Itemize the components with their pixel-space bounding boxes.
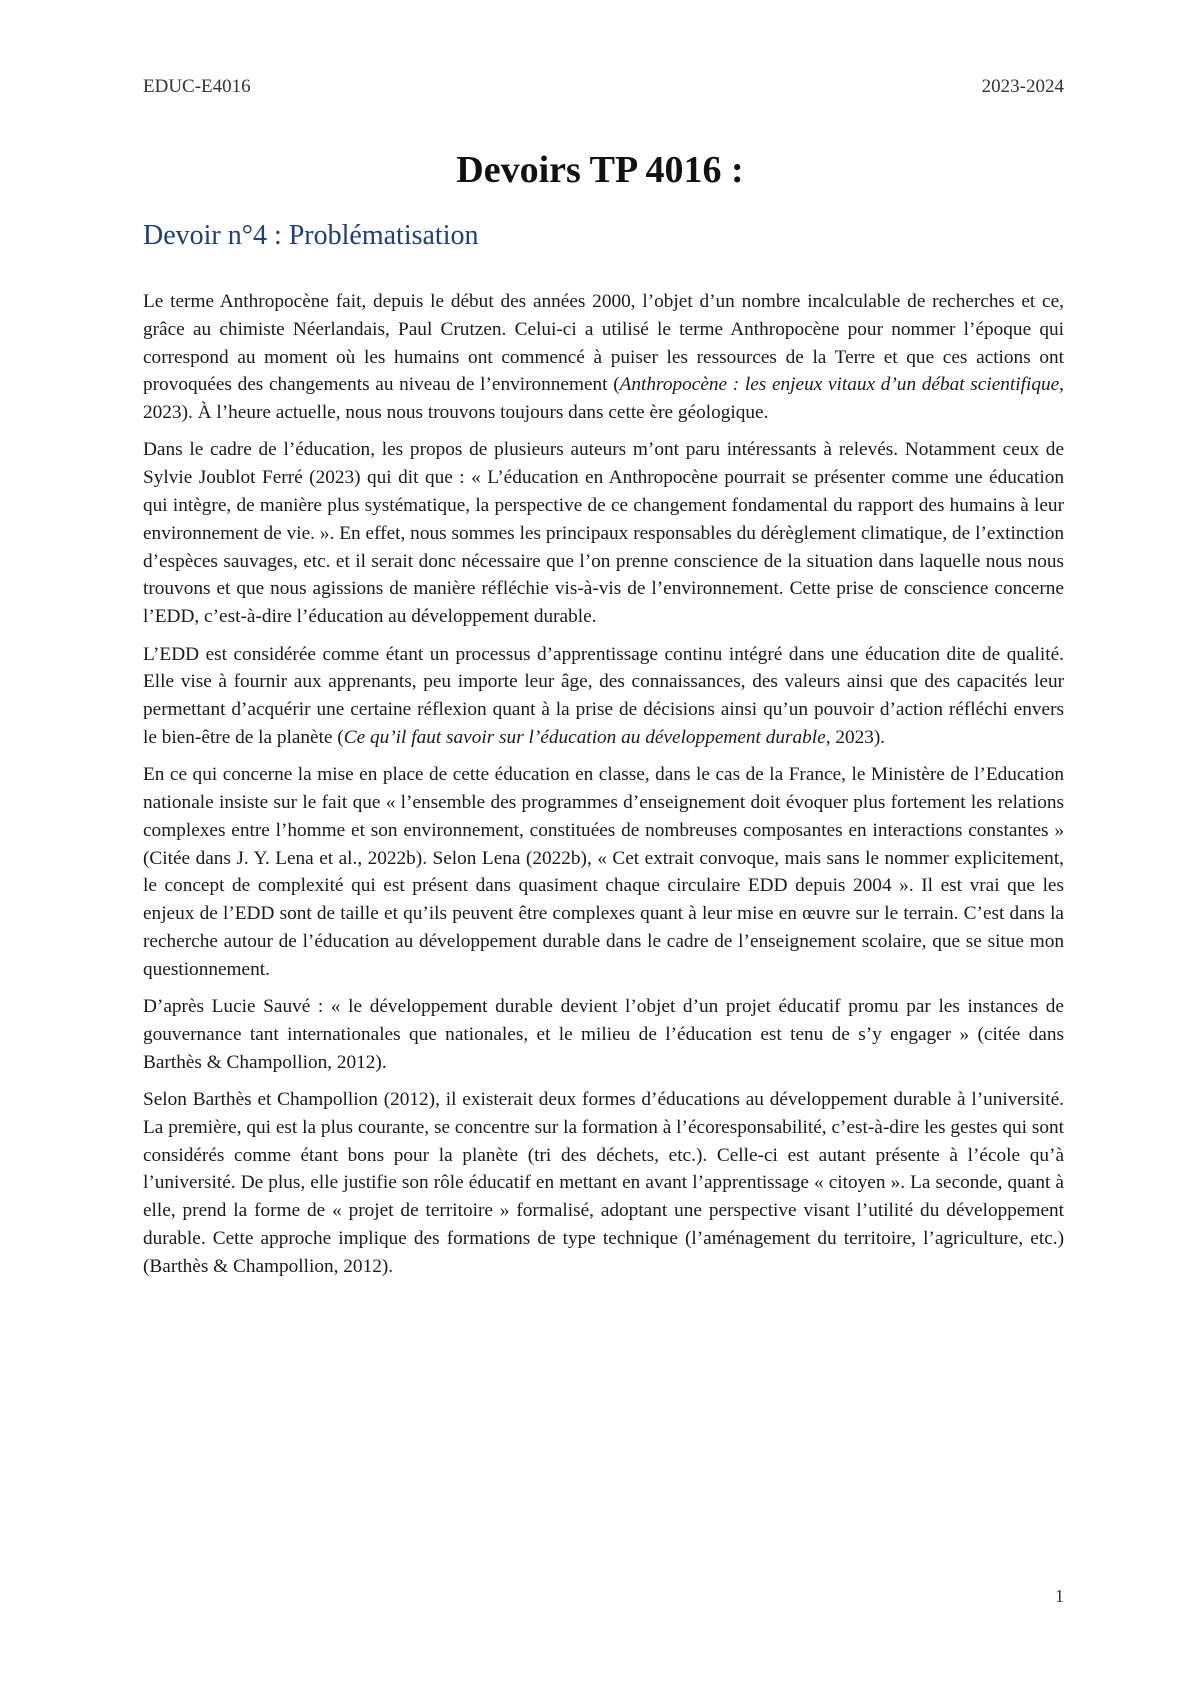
paragraph-edd-definition-citation-title: Ce qu’il faut savoir sur l’éducation au développement durable [343,726,826,748]
page-number: 1 [1055,1586,1064,1606]
paragraph-anthropocene-text-b: , 2023). À l’heure actuelle, nous nous trouvons toujours dans cette ère géologique. [143,374,1064,424]
document-title: Devoirs TP 4016 : [456,149,744,191]
paragraph-barthes-champollion: Selon Barthès et Champollion (2012), il existerait deux formes d’éducations au développement durable à l’université. La première, qui est la plus courante, se concentre sur la formation à l’écoresponsabilité, c’est-à-dire les gestes qui sont considérés comme étant bons pour la planète (tri des déchets, etc.). Celle-ci est autant présente à l’école qu’à l’université. De plus, elle justifie son rôle éducatif en mettant en avant l’apprentissage « citoyen ». La seconde, quant à elle, prend la forme de « projet de territoire » formalisé, adoptant une perspective visant l’utilité du développement durable. Cette approche implique des formations de type technique (l’aménagement du territoire, l’agriculture, etc.) (Barthès & Champollion, 2012). [143,1089,1064,1277]
paragraph-france-implementation: En ce qui concerne la mise en place de cette éducation en classe, dans le cas de la France, le Ministère de l’Education nationale insiste sur le fait que « l’ensemble des programmes d’enseignement doit évoquer plus fortement les relations complexes entre l’homme et son environnement, constituées de nombreuses composantes en interactions constantes » (Citée dans J. Y. Lena et al., 2022b). Selon Lena (2022b), « Cet extrait convoque, mais sans le nommer explicitement, le concept de complexité qui est présent dans quasiment chaque circulaire EDD depuis 2004 ». Il est vrai que les enjeux de l’EDD sont de taille et qu’ils peuvent être complexes quant à leur mise en œuvre sur le terrain. C’est dans la recherche autour de l’éducation au développement durable dans le cadre de l’enseignement scolaire, que se situe mon questionnement. [143,764,1064,980]
paragraph-edd-definition [143,641,1064,752]
paragraph-anthropocene-citation-title: Anthropocène : les enjeux vitaux d’un débat scientifique [619,374,1060,396]
body-text [143,288,1064,1290]
paragraph-edd-definition-text-b: , 2023). [825,726,886,748]
paragraph-education-context: Dans le cadre de l’éducation, les propos de plusieurs auteurs m’ont paru intéressants à relevés. Notamment ceux de Sylvie Joublot Ferré (2023) qui dit que : « L’éducation en Anthropocène pourrait se présenter comme une éducation qui intègre, de manière plus systématique, la perspective de ce changement fondamental du rapport des humains à leur environnement de vie. ». En effet, nous sommes les principaux responsables du dérèglement climatique, de l’extinction d’espèces sauvages, etc. et il serait donc nécessaire que l’on prenne conscience de la situation dans laquelle nous nous trouvons et que nous agissions de manière réfléchie vis-à-vis de l’environnement. Cette prise de conscience concerne l’EDD, c’est-à-dire l’éducation au développement durable. [143,439,1064,628]
paragraph-edd-definition-text-a: L’EDD est considérée comme étant un processus d’apprentissage continu intégré dans une éducation dite de qualité. Elle vise à fournir aux apprenants, peu importe leur âge, des connaissances, des valeurs ainsi que des capacités leur permettant d’acquérir une certaine réflexion quant à la prise de décisions ainsi qu’un pouvoir d’action réfléchi envers le bien-être de la planète ( [143,643,1064,748]
paragraph-anthropocene [143,288,1064,427]
section-heading: Devoir n°4 : Problématisation [143,220,479,251]
paragraph-sauve-quote: D’après Lucie Sauvé : « le développement durable devient l’objet d’un projet éducatif promu par les instances de gouvernance tant internationales que nationales, et le milieu de l’éducation est tenu de s’y engager » (citée dans Barthès & Champollion, 2012). [143,996,1064,1073]
header-academic-year: 2023-2024 [981,76,1064,97]
paragraph-anthropocene-text-a: Le terme Anthropocène fait, depuis le début des années 2000, l’objet d’un nombre incalculable de recherches et ce, grâce au chimiste Néerlandais, Paul Crutzen. Celui-ci a utilisé le terme Anthropocène pour nommer l’époque qui correspond au moment où les humains ont commencé à puiser les ressources de la Terre et que ces actions ont provoquées des changements au niveau de l’environnement ( [143,291,1064,396]
header-course-code: EDUC-E4016 [143,76,251,97]
